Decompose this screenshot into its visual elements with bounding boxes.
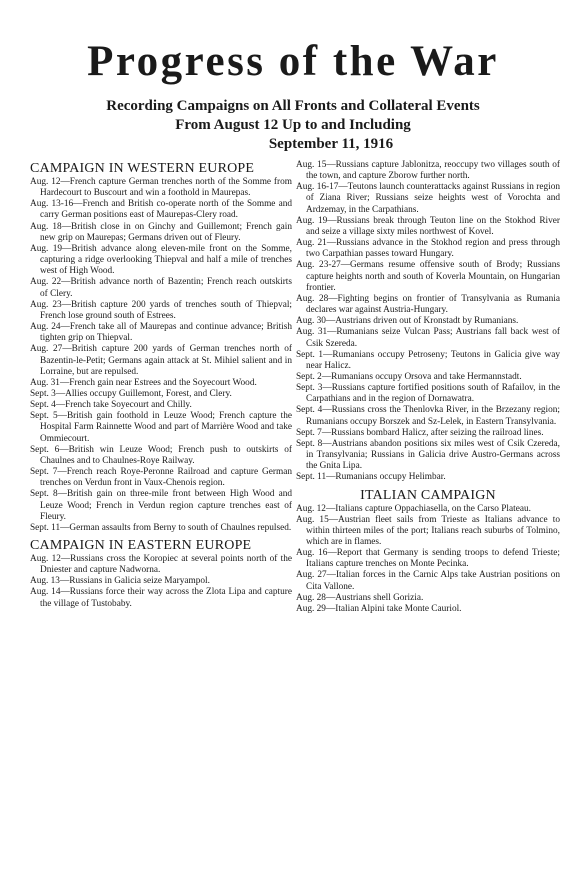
- chronology-entry: Aug. 29—Italian Alpini take Monte Cauriol.: [296, 603, 462, 614]
- chronology-entry: Aug. 27—British capture 200 yards of German trenches north of Bazentin-le-Petit; Germans again attack at St. Mihiel salient and in Lorraine, but are repulsed.: [30, 344, 292, 377]
- chronology-entry: Aug. 23-27—Germans resume offensive south of Brody; Russians capture heights north and south of Koverla Mountain, on Hungarian frontier.: [296, 260, 560, 293]
- chronology-entry: Aug. 28—Austrians shell Gorizia.: [296, 592, 424, 603]
- chronology-entry: Sept. 4—French take Soyecourt and Chilly.: [30, 400, 192, 411]
- chronology-entry: Sept. 6—British win Leuze Wood; French push to outskirts of Chaulnes and to Chaulnes-Roye Railway.: [30, 444, 292, 466]
- chronology-entry: Aug. 13-16—French and British co-operate north of the Somme and carry German positions east of Maurepas-Clery road.: [30, 199, 292, 221]
- page-title: Progress of the War: [87, 38, 499, 85]
- chronology-entry: Aug. 18—British close in on Ginchy and Guillemont; French gain new grip on Maurepas; Germans driven out of Fleury.: [30, 221, 292, 243]
- chronology-entry: Aug. 21—Russians advance in the Stokhod region and press through two Carpathian passes toward Hungary.: [296, 238, 560, 260]
- chronology-entry: Aug. 12—French capture German trenches north of the Somme from Hardecourt to Buscourt and win a foothold in Maurepas.: [30, 177, 292, 199]
- subtitle-line-1: Recording Campaigns on All Fronts and Collateral Events: [106, 98, 480, 114]
- chronology-entry: Aug. 22—British advance north of Bazentin; French reach outskirts of Clery.: [30, 277, 292, 299]
- chronology-entry: Aug. 24—French take all of Maurepas and continue advance; British tighten grip on Thiepval.: [30, 322, 292, 344]
- chronology-entry: Aug. 31—Rumanians seize Vulcan Pass; Austrians fall back west of Csik Szereda.: [296, 327, 560, 349]
- chronology-entry: Aug. 16-17—Teutons launch counterattacks against Russians in region of Ziana River; Russians seize heights west of Vorochta and Ardzemay, in the Carpathians.: [296, 182, 560, 215]
- chronology-entry: Sept. 8—Austrians abandon positions six miles west of Csik Czereda, in Transylvania; Russians in Galicia drive Austro-Germans across the Gnita Lipa.: [296, 438, 560, 472]
- chronology-entry: Sept. 11—Rumanians occupy Helimbar.: [296, 472, 446, 483]
- chronology-entry: Sept. 8—British gain on three-mile front between High Wood and Leuze Wood; French in Verdun region capture trenches east of Fleury.: [30, 489, 292, 522]
- subtitle-line-3: September 11, 1916: [268, 136, 394, 152]
- subtitle-line-2: From August 12 Up to and Including: [175, 117, 411, 133]
- chronology-entry: Sept. 4—Russians cross the Thenlovka River, in the Brzezany region; Rumanians occupy Borszek and Sz-Lelek, in Eastern Transylvania.: [296, 405, 560, 427]
- chronology-entry: Aug. 14—Russians force their way across the Zlota Lipa and capture the village of Tustobaby.: [30, 587, 292, 609]
- chronology-entry: Aug. 19—Russians break through Teuton line on the Stokhod River and seize a village sixty miles northwest of Kovel.: [296, 215, 560, 237]
- chronology-entry: Aug. 15—Russians capture Jablonitza, reoccupy two villages south of the town, and capture Zborow further north.: [296, 160, 560, 182]
- section-heading: CAMPAIGN IN WESTERN EUROPE: [30, 161, 255, 176]
- right-column: [296, 160, 560, 615]
- chronology-entry: Sept. 2—Rumanians occupy Orsova and take Hermannstadt.: [296, 371, 522, 382]
- chronology-entry: Aug. 13—Russians in Galicia seize Maryampol.: [30, 576, 210, 587]
- chronology-entry: Aug. 31—French gain near Estrees and the Soyecourt Wood.: [30, 377, 257, 388]
- chronology-entry: Aug. 27—Italian forces in the Carnic Alps take Austrian positions on Cita Vallone.: [296, 570, 560, 592]
- chronology-entry: Aug. 23—British capture 200 yards of trenches south of Thiepval; French lose ground south of Estrees.: [30, 299, 292, 321]
- chronology-entry: Sept. 1—Rumanians occupy Petroseny; Teutons in Galicia give way near Halicz.: [296, 349, 560, 371]
- chronology-entry: Sept. 3—Allies occupy Guillemont, Forest, and Clery.: [30, 388, 232, 399]
- chronology-entry: Aug. 30—Austrians driven out of Kronstadt by Rumanians.: [296, 316, 519, 327]
- chronology-entry: Sept. 3—Russians capture fortified positions south of Rafailov, in the Carpathians and in the region of Dornawatra.: [296, 383, 560, 405]
- chronology-entry: Aug. 12—Italians capture Oppachiasella, on the Carso Plateau.: [296, 503, 531, 514]
- left-column: [30, 160, 292, 610]
- chronology-entry: Sept. 5—British gain foothold in Leuze Wood; French capture the Hospital Farm Rainnette Wood and part of Marrière Wood and take Ommiecourt.: [30, 411, 292, 444]
- chronology-entry: Sept. 7—Russians bombard Halicz, after seizing the railroad lines.: [296, 427, 544, 438]
- chronology-entry: Aug. 28—Fighting begins on frontier of Transylvania as Rumania declares war against Austria-Hungary.: [296, 293, 560, 316]
- chronology-entry: Aug. 15—Austrian fleet sails from Trieste as Italians advance to within thirteen miles of the port; Italians reach suburbs of Tolmino, which are in flames.: [296, 514, 560, 547]
- chronology-entry: Aug. 19—British advance along eleven-mile front on the Somme, capturing a ridge overlooking Thiepval and half a mile of trenches west of High Wood.: [30, 243, 292, 277]
- section-heading: ITALIAN CAMPAIGN: [360, 487, 496, 503]
- chronology-entry: Sept. 7—French reach Roye-Peronne Railroad and capture German trenches on Verdun front in Vaux-Chenois region.: [30, 467, 292, 489]
- chronology-entry: Aug. 12—Russians cross the Koropiec at several points north of the Dniester and capture Nadworna.: [30, 554, 292, 576]
- chronology-entry: Aug. 16—Report that Germany is sending troops to defend Trieste; Italians capture trenches on Monte Pecinka.: [296, 548, 560, 570]
- section-heading: CAMPAIGN IN EASTERN EUROPE: [30, 538, 252, 553]
- chronology-entry: Sept. 11—German assaults from Berny to south of Chaulnes repulsed.: [30, 522, 292, 533]
